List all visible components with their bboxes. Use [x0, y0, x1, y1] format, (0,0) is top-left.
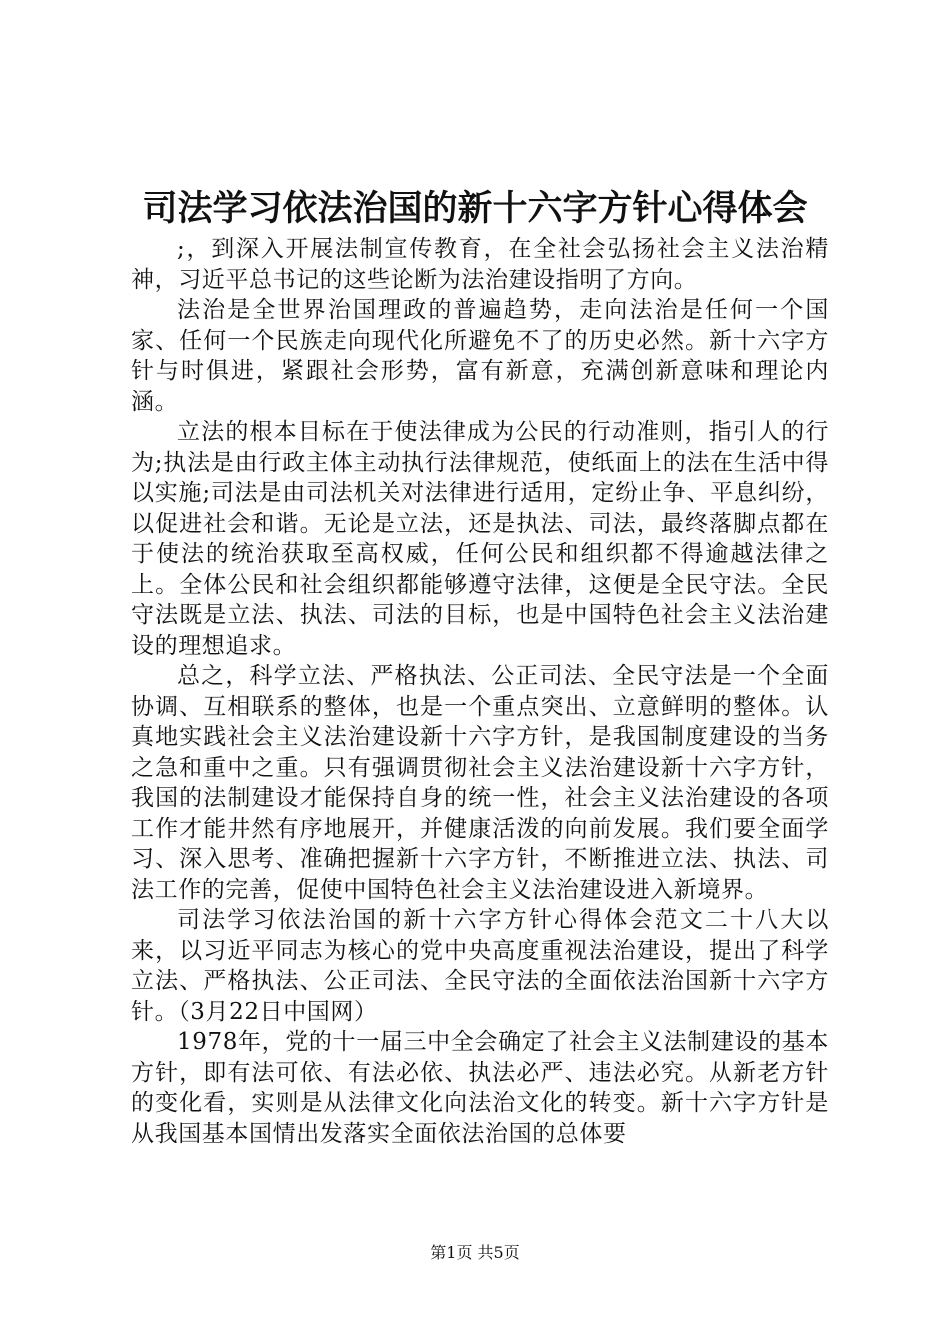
- page-number-footer: 第1页 共5页: [430, 1243, 520, 1262]
- paragraph-6: 1978年，党的十一届三中全会确定了社会主义法制建设的基本方针，即有法可依、有法必依、执法必严、违法必究。从新老方针的变化看，实则是从法律文化向法治文化的转变。新十六字方针是从我国基本国情出发落实全面依法治国的总体要: [131, 1029, 829, 1147]
- paragraph-3: 立法的根本目标在于使法律成为公民的行动准则，指引人的行为;执法是由行政主体主动执行法律规范，使纸面上的法在生活中得以实施;司法是由司法机关对法律进行适用，定纷止争、平息纠纷，以促进社会和谐。无论是立法，还是执法、司法，最终落脚点都在于使法的统治获取至高权威，任何公民和组织都不得逾越法律之上。全体公民和社会组织都能够遵守法律，这便是全民守法。全民守法既是立法、执法、司法的目标，也是中国特色社会主义法治建设的理想追求。: [131, 419, 829, 659]
- document-body: [131, 234, 829, 1149]
- paragraph-4: 总之，科学立法、严格执法、公正司法、全民守法是一个全面协调、互相联系的整体，也是一个重点突出、立意鲜明的整体。认真地实践社会主义法治建设新十六字方针，是我国制度建设的当务之急和重中之重。只有强调贯彻社会主义法治建设新十六字方针，我国的法制建设才能保持自身的统一性，社会主义法治建设的各项工作才能井然有序地展开，并健康活泼的向前发展。我们要全面学习、深入思考、准确把握新十六字方针，不断推进立法、执法、司法工作的完善，促使中国特色社会主义法治建设进入新境界。: [131, 663, 829, 903]
- paragraph-2: 法治是全世界治国理政的普遍趋势，走向法治是任何一个国家、任何一个民族走向现代化所避免不了的历史必然。新十六字方针与时俱进，紧跟社会形势，富有新意，充满创新意味和理论内涵。: [131, 297, 829, 415]
- paragraph-1: ;，到深入开展法制宣传教育，在全社会弘扬社会主义法治精神，习近平总书记的这些论断为法治建设指明了方向。: [131, 236, 829, 293]
- document-title: 司法学习依法治国的新十六字方针心得体会: [142, 188, 808, 229]
- paragraph-5: 司法学习依法治国的新十六字方针心得体会范文二十八大以来，以习近平同志为核心的党中央高度重视法治建设，提出了科学立法、严格执法、公正司法、全民守法的全面依法治国新十六字方针。（3月22日中国网）: [131, 907, 829, 1025]
